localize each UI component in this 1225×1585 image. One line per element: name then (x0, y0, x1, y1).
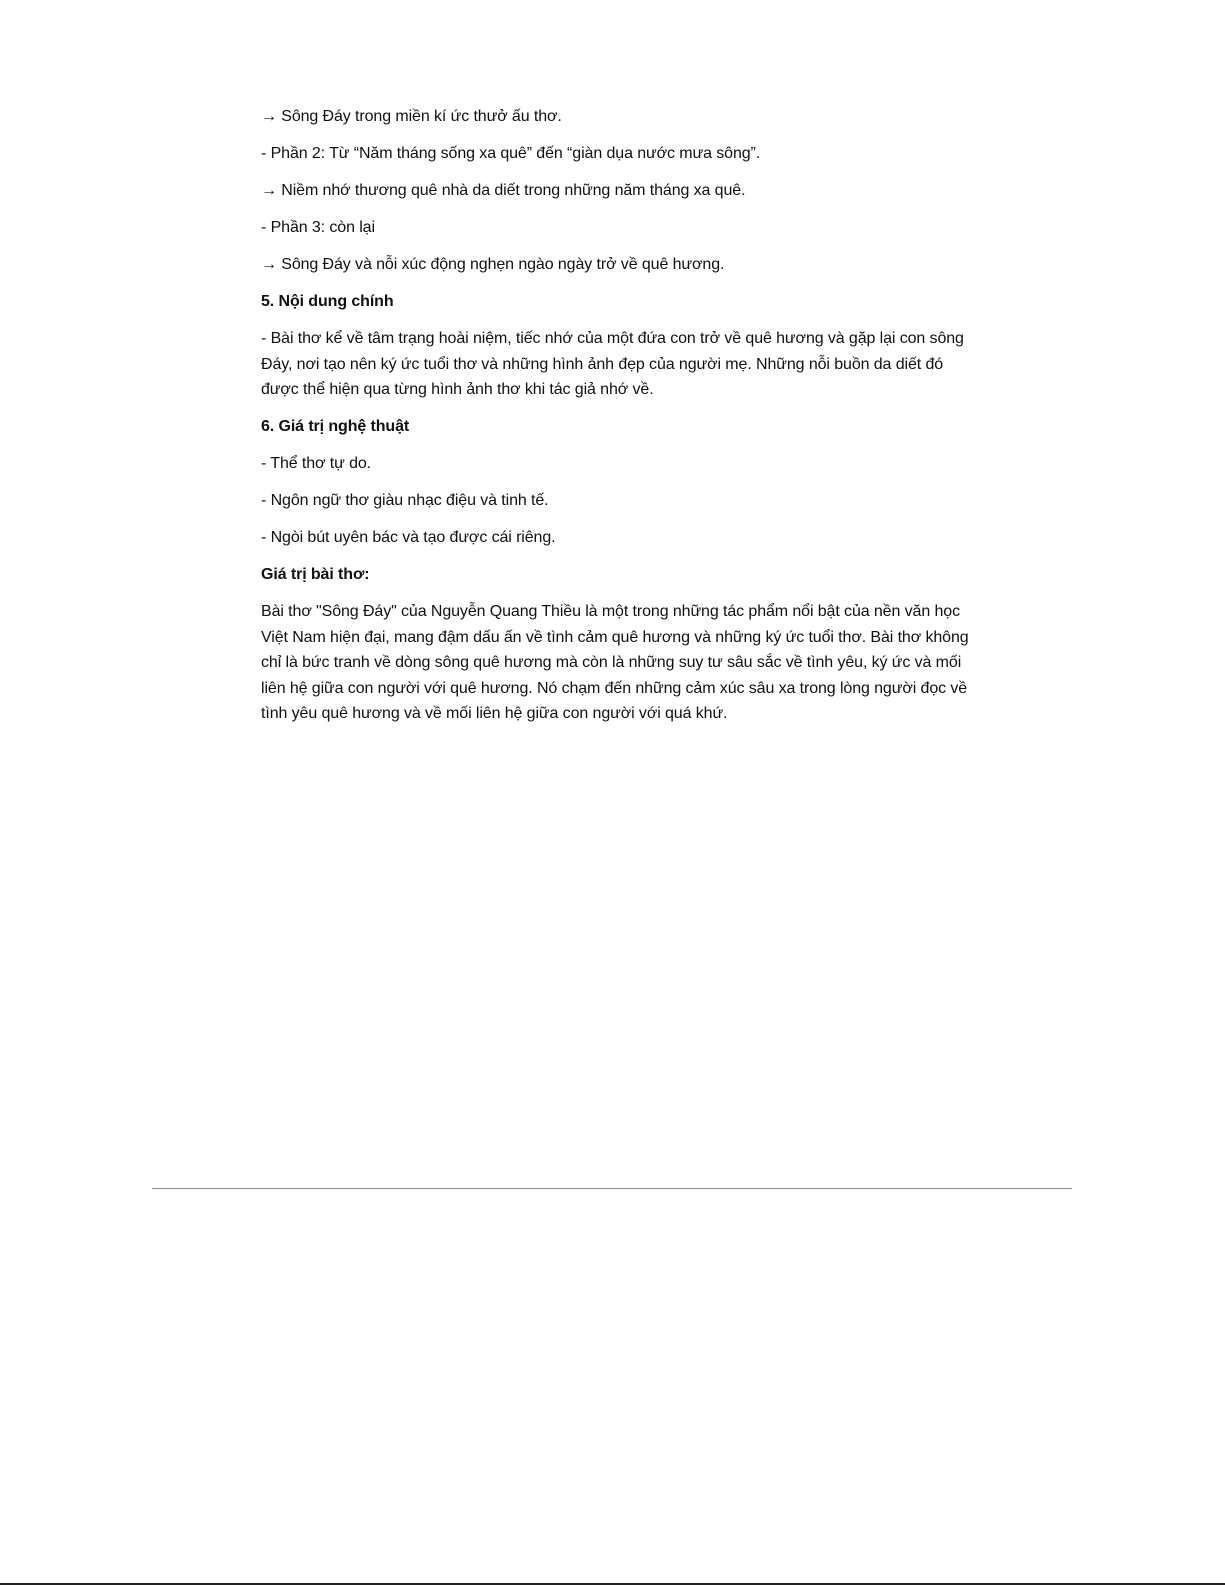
heading-main-content: 5. Nội dung chính (261, 293, 394, 310)
paragraph-main-content: - Bài thơ kể về tâm trạng hoài niệm, tiếc nhớ của một đứa con trở về quê hương và gặp lại con sông Đáy, nơi tạo nên ký ức tuổi thơ và những hình ảnh đẹp của người mẹ. Những nỗi buồn da diết đó được thể hiện qua từng hình ảnh thơ khi tác giả nhớ về. (261, 330, 964, 398)
list-item-language: - Ngôn ngữ thơ giàu nhạc điệu và tinh tế. (261, 492, 549, 509)
section-outline-part2: - Phần 2: Từ “Năm tháng sống xa quê” đến “giàn dụa nước mưa sông”. (261, 145, 761, 162)
section-outline-part3: - Phần 3: còn lại (261, 219, 375, 236)
section-outline-part1-summary: → Sông Đáy trong miền kí ức thưở ấu thơ. (261, 108, 562, 125)
list-item-style: - Ngòi bút uyên bác và tạo được cái riêng. (261, 529, 556, 546)
page-divider (152, 1188, 1072, 1189)
paragraph-poem-value: Bài thơ "Sông Đáy" của Nguyễn Quang Thiều là một trong những tác phẩm nổi bật của nền văn học Việt Nam hiện đại, mang đậm dấu ấn về tình cảm quê hương và những ký ức tuổi thơ. Bài thơ không chỉ là bức tranh về dòng sông quê hương mà còn là những suy tư sâu sắc về tình yêu, ký ức và mối liên hệ giữa con người với quê hương. Nó chạm đến những cảm xúc sâu xa trong lòng người đọc về tình yêu quê hương và về mối liên hệ giữa con người với quá khứ. (261, 603, 969, 722)
heading-poem-value: Giá trị bài thơ: (261, 566, 370, 583)
list-item-poetic-form: - Thể thơ tự do. (261, 455, 372, 472)
document-body (261, 104, 973, 738)
section-outline-part2-summary: → Niềm nhớ thương quê nhà da diết trong những năm tháng xa quê. (261, 182, 746, 199)
heading-artistic-value: 6. Giá trị nghệ thuật (261, 418, 410, 435)
section-outline-part3-summary: → Sông Đáy và nỗi xúc động nghẹn ngào ngày trở về quê hương. (261, 256, 725, 273)
